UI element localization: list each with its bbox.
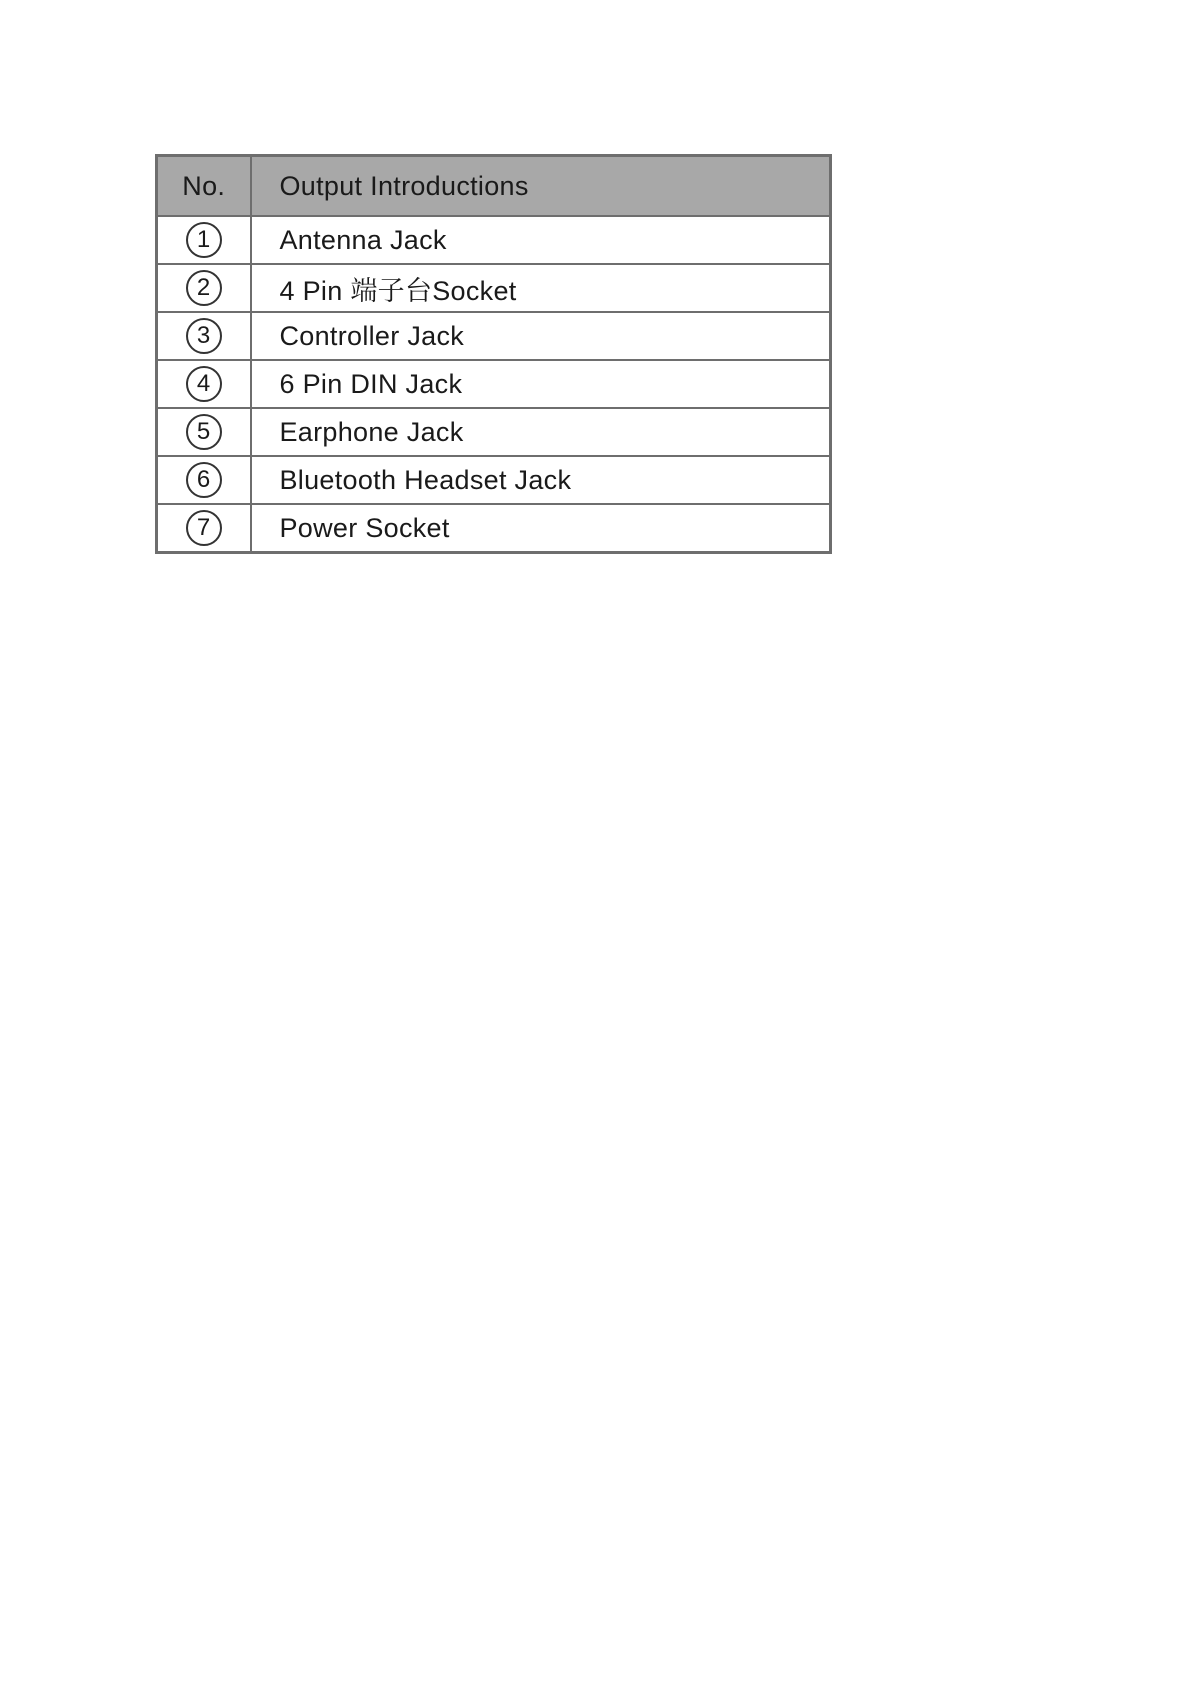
header-no: No.: [157, 156, 251, 217]
circled-number-4: 4: [186, 366, 222, 402]
circled-number-1: 1: [186, 222, 222, 258]
table-row: [157, 504, 831, 553]
table-row: [157, 216, 831, 264]
row-description: 6 Pin DIN Jack: [251, 360, 831, 408]
table-header-row: [157, 156, 831, 217]
table-row: [157, 456, 831, 504]
circled-number-6: 6: [186, 462, 222, 498]
circled-number-3: 3: [186, 318, 222, 354]
row-description: Controller Jack: [251, 312, 831, 360]
circled-number-5: 5: [186, 414, 222, 450]
table-row: [157, 408, 831, 456]
table-row: [157, 360, 831, 408]
row-description: 4 Pin 端子台Socket: [251, 264, 831, 312]
header-description: Output Introductions: [251, 156, 831, 217]
output-introductions-table: [155, 154, 832, 554]
table-row: [157, 312, 831, 360]
row-description: Antenna Jack: [251, 216, 831, 264]
row-description: Bluetooth Headset Jack: [251, 456, 831, 504]
row-description: Power Socket: [251, 504, 831, 553]
circled-number-2: 2: [186, 270, 222, 306]
circled-number-7: 7: [186, 510, 222, 546]
row-description: Earphone Jack: [251, 408, 831, 456]
table-row: [157, 264, 831, 312]
